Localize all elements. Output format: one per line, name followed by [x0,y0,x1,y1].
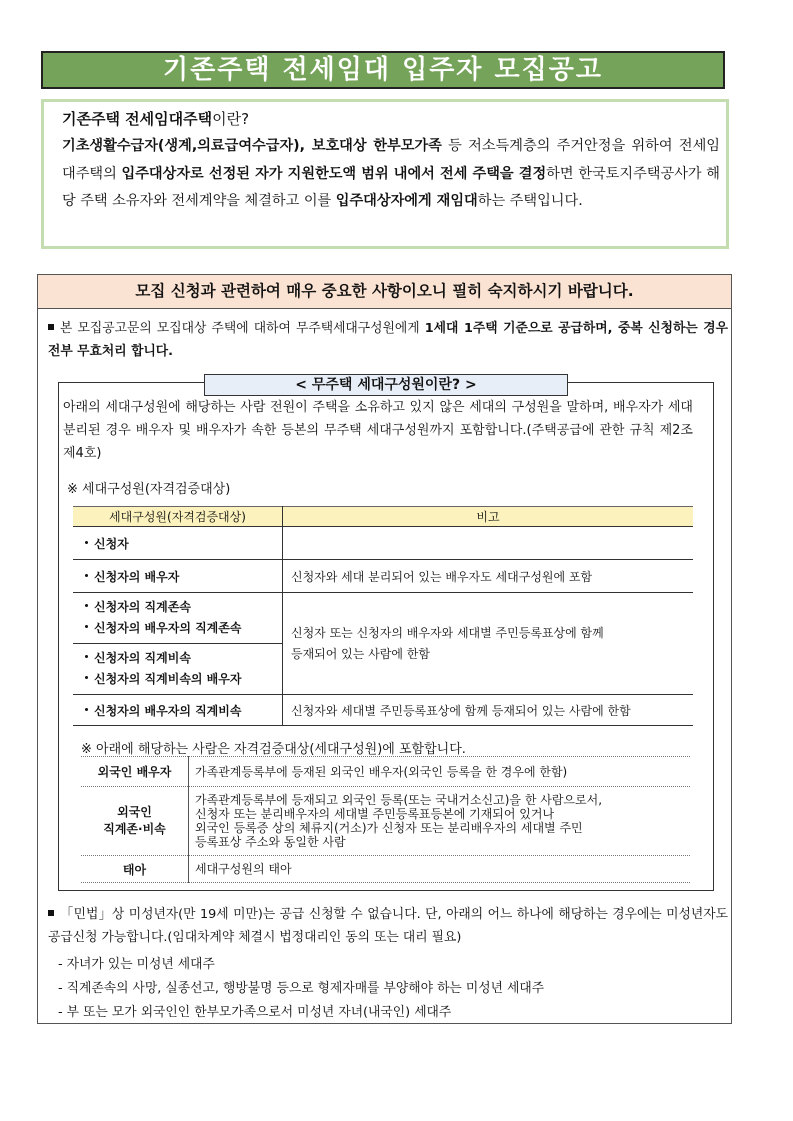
included-note: ※ 아래에 해당하는 사람은 자격검증대상(세대구성원)에 포함합니다. [81,742,466,757]
member-label: 신청자의 배우자 [94,569,180,584]
bullet-dot-icon [85,676,88,679]
member-cell [73,527,283,560]
household-member-table [73,506,693,726]
square-bullet-icon [48,910,54,916]
bullet1-text-b: 1세대 1주택 기준으로 공급하며, 중복 신청하는 경우 전부 무효처리 합니다. [48,321,728,359]
extra-key [81,787,189,856]
member-label: 신청자의 직계비속의 배우자 [94,672,242,686]
household-box-title: < 무주택 세대구성원이란? > [204,374,568,396]
minor-exception-list [48,953,728,1025]
intro-part: 하면 한국토지주택공사가 해당 주택 소유자와 전세계약을 체결하고 이를 [62,165,721,209]
intro-paragraph [62,133,726,216]
bullet1-text-a: 본 모집공고문의 모집대상 주택에 대하여 무주택세대구성원에게 [60,321,425,336]
intro-part: 입주대상자에게 재임대 [335,193,478,209]
note-line: 등재되어 있는 사람에 한함 [291,646,430,661]
extra-key-line: 외국인 [117,805,152,819]
extra-value [189,787,691,856]
table-row [81,757,690,787]
bullet-dot-icon [85,574,88,577]
notice-section [37,274,732,1024]
table-header-row [73,507,693,527]
important-notice-banner: 모집 신청과 관련하여 매우 중요한 사항이오니 필히 숙지하시기 바랍니다. [38,275,731,309]
note-cell [283,593,694,695]
note-line: 신청자 또는 신청자의 배우자와 세대별 주민등록표상에 함께 [291,625,604,640]
note-cell [283,527,694,560]
table-row [81,856,690,883]
extra-value: 세대구성원의 태아 [189,856,691,883]
extra-value: 가족관계등록부에 등재된 외국인 배우자(외국인 등록을 한 경우에 한함) [189,757,691,787]
intro-part: 하는 주택입니다. [477,193,583,209]
extra-key: 외국인 배우자 [81,757,189,787]
intro-part: 입주대상자로 선정된 자가 지원한도액 범위 내에서 전세 주택을 결정 [121,165,547,182]
bullet-dot-icon [85,655,88,658]
table-row [73,527,693,560]
extra-value-line: 가족관계등록부에 등재되고 외국인 등록(또는 국내거소신고)을 한 사람으로서, [195,793,603,807]
member-label: 신청자의 배우자의 직계비속 [94,703,242,718]
list-item: - 부 또는 모가 외국인인 한부모가족으로서 미성년 자녀(내국인) 세대주 [58,1005,452,1020]
additional-members-table [81,756,690,883]
member-label: 신청자 [94,536,129,551]
note-cell: 신청자와 세대별 주민등록표상에 함께 등재되어 있는 사람에 한함 [283,695,694,726]
list-item: - 자녀가 있는 미성년 세대주 [58,957,215,972]
intro-part: 기초생활수급자(생계,의료급여수급자), 보호대상 한부모가족 [62,138,442,154]
table-row [81,787,690,856]
extra-key-line: 직계존·비속 [103,822,166,836]
page-title: 기존주택 전세임대 입주자 모집공고 [41,51,725,89]
member-label: 신청자의 직계존속 [94,600,191,614]
member-label: 신청자의 직계비속 [94,651,191,665]
member-label: 신청자의 배우자의 직계존속 [94,621,242,635]
household-member-box [58,377,714,891]
member-cell [73,560,283,593]
member-cell [73,593,283,644]
minor-intro-text: 「민법」상 미성년자(만 19세 미만)는 공급 신청할 수 없습니다. 단, 아래의 어느 하나에 해당하는 경우에는 미성년자도 공급신청 가능합니다.(임대차계약 체결시 법정대리인 동의 또는 대리 필요) [48,907,728,945]
list-item: - 직계존속의 사망, 실종선고, 행방불명 등으로 형제자매를 부양해야 하는 미성년 세대주 [58,981,545,996]
table-row [73,593,693,644]
member-cell [73,695,283,726]
column-header: 비고 [283,507,694,527]
section-label: ※ 세대구성원(자격검증대상) [67,482,231,497]
extra-value-line: 외국인 등록증 상의 체류지(거소)가 신청자 또는 분리배우자의 세대별 주민 [195,821,583,835]
extra-key: 태아 [81,856,189,883]
bullet-one-household-one-house [48,317,728,363]
extra-value-line: 신청자 또는 분리배우자의 세대별 주민등록표등본에 기재되어 있거나 [195,807,555,821]
intro-box [41,99,729,249]
intro-heading-bold: 기존주택 전세임대주택 [62,110,213,128]
household-description: 아래의 세대구성원에 해당하는 사람 전원이 주택을 소유하고 있지 않은 세대의 구성원을 말하며, 배우자가 세대 분리된 경우 배우자 및 배우자가 속한 등본의 무주택 세대구성원까지 포함합니다.(주택공급에 관한 규칙 제2조 제4호) [63,400,693,461]
minor-applicant-section [48,903,728,1025]
bullet-dot-icon [85,708,88,711]
bullet-dot-icon [85,625,88,628]
table-row [73,560,693,593]
intro-part: 등 저소득계층의 주거안정을 위하여 전세임대주택의 [62,138,720,182]
extra-value-line: 등록표상 주소와 동일한 사람 [195,835,346,849]
square-bullet-icon [48,324,54,330]
minor-intro [48,903,728,949]
intro-heading [62,108,726,130]
note-cell: 신청자와 세대 분리되어 있는 배우자도 세대구성원에 포함 [283,560,694,593]
table-row [73,695,693,726]
member-cell [73,644,283,695]
intro-heading-rest: 이란? [212,110,250,128]
bullet-dot-icon [85,541,88,544]
bullet-dot-icon [85,604,88,607]
column-header: 세대구성원(자격검증대상) [73,507,283,527]
